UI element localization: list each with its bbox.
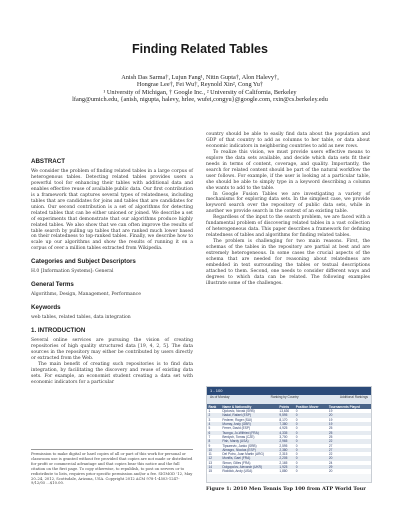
table-cell[interactable]: Tipsarevic, Janko (SRB) bbox=[221, 444, 278, 448]
author-line-1: Anish Das Sarma†, Lujun Fang¹, Nitin Gupta†, Alon Halevy†, bbox=[121, 74, 279, 81]
column-header-points: Points bbox=[278, 404, 294, 409]
table-cell[interactable]: Monfils, Gael (FRA) bbox=[221, 456, 278, 460]
table-cell: 0 bbox=[294, 418, 327, 422]
table-cell: 3,700 bbox=[278, 435, 294, 439]
table-cell: 2,205 bbox=[278, 456, 294, 460]
column-header-tournaments: Tournaments Played bbox=[327, 404, 371, 409]
table-cell: 4,335 bbox=[278, 431, 294, 435]
author-line-2: Hongrae Lee†, Fei Wu†, Reynold Xin², Cong Yu† bbox=[136, 81, 264, 89]
abstract-heading: ABSTRACT bbox=[31, 158, 66, 165]
right-paragraph-4: Regardless of the input to the search problem, we are faced with a fundamental problem of discovering related tables in a vast collection of heterogeneous data. This paper describes a framework for defining relatedness of tables and algorithms for finding related tables. bbox=[206, 215, 370, 239]
table-cell[interactable]: Tsonga, Jo-Wilfried (FRA) bbox=[221, 431, 278, 435]
table-cell: 1 bbox=[207, 409, 221, 413]
copyright-footnote: Permission to make digital or hard copies of all or part of this work for personal or classroom use is granted without fee provided that copies are not made or distributed for profit or commercial advantage and that copies bear this notice and the full citation on the first page. To copy otherwise, to republish, to post on servers or to redistribute to lists, requires prior specific permission and/or a fee. SIGMOD '12, May 20–24, 2012, Scottsdale, Arizona, USA. Copyright 2012 ACM 978-1-4503-1247-9/12/05 ...$10.00. bbox=[31, 449, 193, 486]
table-cell[interactable]: Almagro, Nicolas (ESP) bbox=[221, 448, 278, 452]
table-cell: 4 bbox=[207, 422, 221, 426]
right-column bbox=[206, 132, 370, 287]
table-cell: 1,925 bbox=[278, 465, 294, 469]
table-cell: 22 bbox=[327, 452, 371, 456]
table-cell: 19 bbox=[327, 418, 371, 422]
table-cell: 0 bbox=[294, 465, 327, 469]
figure-sub-mid: Ranking by Country bbox=[270, 395, 299, 399]
table-cell: 0 bbox=[294, 444, 327, 448]
table-cell[interactable]: Federer, Roger (SUI) bbox=[221, 418, 278, 422]
table-cell[interactable]: Dolgopolov, Alexandr (UKR) bbox=[221, 465, 278, 469]
right-paragraph-3: In Google Fusion Tables we are investigating a variety of mechanisms for exploring data sets. In the simplest case, we provide keyword search over the repository of public data sets, while in another we provide search in the context of an existing table. bbox=[206, 191, 370, 215]
table-cell: 8 bbox=[207, 439, 221, 443]
table-cell: 0 bbox=[294, 431, 327, 435]
email-line: lfang@umich.edu, {anish, nigupta, halevy, hrlee, wufei,congyu}@google.com, rxin@cs.berkeley.edu bbox=[72, 95, 328, 103]
column-header-rank: Rank bbox=[207, 404, 221, 409]
table-cell: 1,880 bbox=[278, 469, 294, 473]
table-cell: 25 bbox=[327, 426, 371, 430]
table-cell: 25 bbox=[327, 435, 371, 439]
categories-text: H.0 [Information Systems]: General bbox=[31, 269, 114, 275]
table-cell[interactable]: Djokovic, Novak (SRB) bbox=[221, 409, 278, 413]
table-cell: 2 bbox=[207, 413, 221, 417]
table-cell: 7,380 bbox=[278, 422, 294, 426]
table-cell[interactable]: Murray, Andy (GBR) bbox=[221, 422, 278, 426]
column-header-name: Name & Nationality bbox=[221, 404, 278, 409]
figure-header-bar: 1 - 100 bbox=[207, 387, 371, 395]
intro-paragraph-2: The main benefit of creating such repositories is to find data integration, by facilitating the discovery and reuse of existing data sets. For example, an economist student creating a data set with economic indicators for a particular bbox=[31, 362, 193, 385]
table-cell: 0 bbox=[294, 426, 327, 430]
table-cell: 9,595 bbox=[278, 413, 294, 417]
table-cell: 20 bbox=[327, 413, 371, 417]
intro-paragraph-1: Several online services are pursuing the vision of creating repositories of high quality structured data [19, 4, 2, 5]. The data sources in the repository may either be contributed by users directly or extracted from the Web. bbox=[31, 338, 193, 362]
table-cell[interactable]: Simon, Gilles (FRA) bbox=[221, 461, 278, 465]
table-cell: 9 bbox=[207, 444, 221, 448]
table-cell: 2,380 bbox=[278, 448, 294, 452]
table-cell: 14 bbox=[207, 465, 221, 469]
table-cell: 2,965 bbox=[278, 439, 294, 443]
table-cell: 0 bbox=[294, 448, 327, 452]
table-cell[interactable]: Ferrer, David (ESP) bbox=[221, 426, 278, 430]
table-cell: 12 bbox=[207, 456, 221, 460]
table-cell: 19 bbox=[327, 422, 371, 426]
table-cell: 0 bbox=[294, 452, 327, 456]
table-cell: 19 bbox=[327, 409, 371, 413]
table-cell[interactable]: Berdych, Tomas (CZE) bbox=[221, 435, 278, 439]
table-cell[interactable]: Roddick, Andy (USA) bbox=[221, 469, 278, 473]
figure-subheader bbox=[207, 395, 371, 404]
table-cell: 3 bbox=[207, 418, 221, 422]
left-column bbox=[31, 158, 193, 386]
table-cell: 27 bbox=[327, 444, 371, 448]
table-cell: 20 bbox=[327, 456, 371, 460]
table-cell: 2,595 bbox=[278, 444, 294, 448]
right-paragraph-2: To realize this vision, we must provide users effective means to explore the data sets available, and decide which data sets fit their needs in terms of content, coverage, and quality. Importantly, the search for related content should be part of the natural workflow the user follows. For example, if the user is looking at a particular table, she should be able to simply type in a keyword describing a column she wants to add to the table. bbox=[206, 149, 370, 191]
affiliation-line: ¹ University of Michigan, † Google Inc., ² University of California, Berkeley bbox=[103, 88, 297, 96]
table-cell[interactable]: Del Potro, Juan Martin (ARG) bbox=[221, 452, 278, 456]
paper-title: Finding Related Tables bbox=[132, 42, 268, 56]
figure-1-screenshot bbox=[206, 386, 372, 483]
table-cell: 22 bbox=[327, 439, 371, 443]
table-cell: 0 bbox=[294, 439, 327, 443]
table-cell: 8,170 bbox=[278, 418, 294, 422]
table-cell: 0 bbox=[294, 413, 327, 417]
column-header-mover: Position Mover bbox=[294, 404, 327, 409]
table-cell: 20 bbox=[327, 469, 371, 473]
table-cell: 29 bbox=[327, 465, 371, 469]
rankings-table bbox=[207, 404, 371, 474]
table-cell: 27 bbox=[327, 448, 371, 452]
table-cell: 0 bbox=[294, 409, 327, 413]
table-cell: 0 bbox=[294, 461, 327, 465]
table-cell: 2,315 bbox=[278, 452, 294, 456]
introduction-heading: 1. INTRODUCTION bbox=[31, 327, 86, 335]
table-row bbox=[207, 469, 371, 473]
keywords-heading: Keywords bbox=[31, 304, 61, 312]
table-cell: 0 bbox=[294, 469, 327, 473]
terms-text: Algorithms, Design, Management, Performance bbox=[31, 292, 141, 298]
right-paragraph-5: The problem is challenging for two main reasons. First, the schemas of the tables in the repository are partial at best and are extremely heterogeneous. In some cases the crucial aspects of the schema that are needed for reasoning about relatedness are embedded in text surrounding the tables or textual descriptions attached to them. Second, one needs to consider different ways and degrees to which data can be related. The following examples illustrate some of the challenges. bbox=[206, 239, 370, 286]
table-cell[interactable]: Fish, Mardy (USA) bbox=[221, 439, 278, 443]
categories-heading: Categories and Subject Descriptors bbox=[31, 258, 136, 266]
table-cell: 13 bbox=[207, 461, 221, 465]
table-cell: 25 bbox=[327, 431, 371, 435]
abstract-text: We consider the problem of finding related tables in a large corpus of heterogenous tables. Detecting related tables provides users a powerful tool for enhancing their tables with additional data and enables effective reuse of available public data. Our first contribution is a framework that captures several types of relatedness, including tables that are candidates for joins and tables that are candidates for union. Our second contribution is a set of algorithms for detecting related tables that can be either unioned or joined. We describe a set of experiments that demonstrate that our algorithms produce highly related tables. We also show that we can often improve the results of table search by pulling up tables that are ranked much lower based on their relatedness to top-ranked tables. Finally, we describe how to scale up our algorithms and show the results of running it on a corpus of over a million tables extracted from Wikipedia. bbox=[31, 169, 193, 252]
right-paragraph-1: country should be able to easily find data about the population and GDP of that country to add as columns to her table, or data about economic indicators in neighboring countries to add as new rows. bbox=[206, 132, 370, 149]
figure-1-caption: Figure 1: 2010 Men Tennis Top 100 from ATP World Tour bbox=[206, 486, 366, 492]
table-cell: 0 bbox=[294, 435, 327, 439]
keywords-text: web tables, related tables, data integration bbox=[31, 315, 131, 321]
table-cell: 2,165 bbox=[278, 461, 294, 465]
table-cell[interactable]: Nadal, Rafael (ESP) bbox=[221, 413, 278, 417]
table-cell: 15 bbox=[207, 469, 221, 473]
table-cell: 5 bbox=[207, 426, 221, 430]
figure-sub-left: As of Monday bbox=[210, 395, 230, 399]
table-cell: 4,925 bbox=[278, 426, 294, 430]
table-cell: 24 bbox=[327, 461, 371, 465]
table-cell: 0 bbox=[294, 456, 327, 460]
table-cell: 11 bbox=[207, 452, 221, 456]
table-cell: 7 bbox=[207, 435, 221, 439]
table-cell: 6 bbox=[207, 431, 221, 435]
figure-sub-right: Additional Rankings bbox=[339, 395, 368, 399]
author-block bbox=[20, 74, 380, 103]
table-cell: 0 bbox=[294, 422, 327, 426]
table-cell: 13,630 bbox=[278, 409, 294, 413]
table-cell: 10 bbox=[207, 448, 221, 452]
terms-heading: General Terms bbox=[31, 281, 74, 289]
